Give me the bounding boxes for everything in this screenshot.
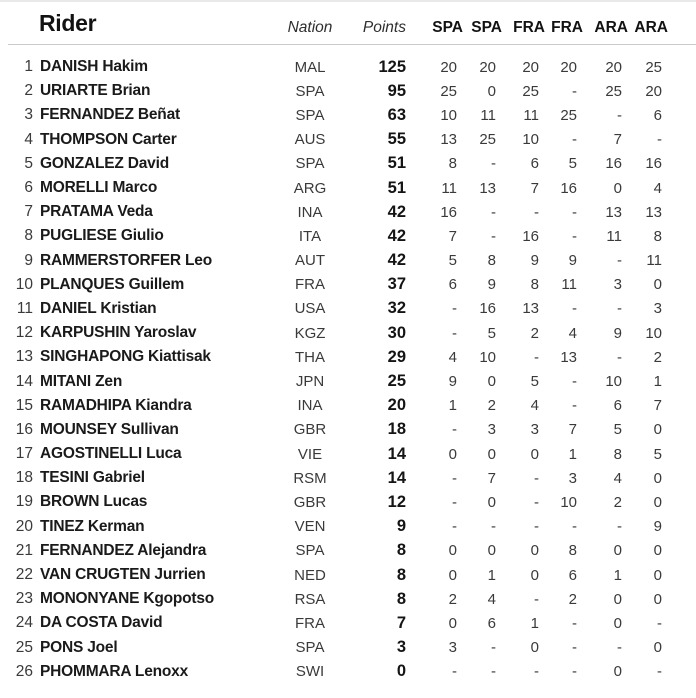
points-cell: 29	[387, 347, 406, 366]
table-row[interactable]	[0, 611, 696, 635]
race-result-cell-fra1: 25	[522, 82, 539, 100]
rider-name-cell: KARPUSHIN Yaroslav	[40, 324, 197, 342]
race-column-header-ara1: ARA	[594, 19, 628, 36]
race-result-cell-ara2: 4	[653, 179, 662, 197]
race-result-cell-spa2: -	[491, 155, 496, 173]
nation-cell: JPN	[295, 373, 325, 391]
nation-cell: INA	[297, 397, 323, 415]
points-cell: 51	[387, 154, 406, 173]
race-result-cell-spa1: 16	[440, 203, 457, 221]
rider-name-cell: TESINI Gabriel	[40, 469, 145, 487]
race-result-cell-spa1: 20	[440, 58, 457, 76]
race-result-cell-spa2: 2	[487, 397, 496, 415]
race-result-cell-ara2: -	[657, 614, 662, 632]
race-result-cell-spa1: 13	[440, 131, 457, 149]
rank-cell: 13	[15, 348, 33, 366]
race-result-cell-spa2: 0	[487, 493, 496, 511]
race-result-cell-ara1: 2	[613, 493, 622, 511]
points-cell: 9	[396, 517, 406, 536]
race-result-cell-ara1: 11	[606, 227, 622, 245]
race-result-cell-ara1: 1	[613, 566, 622, 584]
rank-cell: 23	[15, 590, 33, 608]
race-result-cell-fra2: 25	[560, 106, 577, 124]
race-result-cell-fra2: -	[572, 300, 577, 318]
race-result-cell-ara2: 2	[653, 348, 662, 366]
race-result-cell-spa1: -	[452, 469, 457, 487]
race-result-cell-spa2: -	[491, 203, 496, 221]
race-result-cell-ara2: 1	[653, 373, 662, 391]
table-row[interactable]	[0, 490, 696, 514]
race-result-cell-spa1: -	[452, 421, 457, 439]
race-result-cell-fra2: 9	[568, 252, 577, 270]
points-cell: 95	[387, 81, 406, 100]
race-result-cell-spa2: 8	[487, 252, 496, 270]
race-result-cell-ara2: 0	[653, 639, 662, 657]
race-result-cell-ara1: 13	[605, 203, 622, 221]
race-result-cell-ara2: -	[657, 663, 662, 681]
race-result-cell-ara2: 0	[653, 469, 662, 487]
race-result-cell-fra1: 5	[530, 373, 539, 391]
race-result-cell-spa2: 13	[479, 179, 496, 197]
rank-cell: 7	[24, 203, 33, 221]
points-cell: 51	[387, 178, 406, 197]
race-result-cell-fra2: -	[572, 639, 577, 657]
race-result-cell-ara1: -	[617, 252, 622, 270]
race-result-cell-ara1: 8	[613, 445, 622, 463]
race-result-cell-fra2: -	[572, 663, 577, 681]
race-result-cell-ara2: 5	[653, 445, 662, 463]
nation-cell: USA	[294, 300, 326, 318]
rider-name-cell: MOUNSEY Sullivan	[40, 420, 179, 438]
rank-cell: 17	[15, 445, 33, 463]
race-result-cell-fra1: 1	[530, 614, 539, 632]
race-result-cell-spa2: 16	[479, 300, 496, 318]
table-row[interactable]	[0, 539, 696, 563]
nation-column-header: Nation	[287, 19, 333, 36]
race-result-cell-spa1: 1	[448, 397, 457, 415]
race-result-cell-spa1: 11	[441, 179, 457, 197]
race-result-cell-fra1: 16	[522, 227, 539, 245]
nation-cell: SPA	[295, 542, 325, 560]
race-result-cell-fra1: -	[534, 203, 539, 221]
rank-cell: 3	[24, 106, 33, 124]
nation-cell: SPA	[295, 82, 325, 100]
race-result-cell-ara2: 6	[653, 106, 662, 124]
points-cell: 42	[387, 226, 406, 245]
points-cell: 42	[387, 251, 406, 270]
race-result-cell-ara1: -	[617, 639, 622, 657]
race-result-cell-spa1: 8	[448, 155, 457, 173]
table-row[interactable]	[0, 128, 696, 152]
nation-cell: INA	[297, 203, 323, 221]
rank-cell: 26	[15, 662, 33, 680]
table-row[interactable]	[0, 636, 696, 660]
rider-name-cell: TINEZ Kerman	[40, 517, 145, 535]
rank-cell: 25	[15, 638, 33, 656]
race-result-cell-fra2: 7	[568, 421, 577, 439]
standings-rows	[0, 45, 696, 684]
race-result-cell-ara2: 0	[653, 542, 662, 560]
race-result-cell-ara2: 3	[653, 300, 662, 318]
table-row[interactable]	[0, 224, 696, 248]
points-cell: 8	[396, 565, 406, 584]
race-result-cell-ara1: 20	[605, 58, 622, 76]
race-result-cell-spa2: 1	[487, 566, 496, 584]
nation-cell: NED	[294, 566, 326, 584]
race-result-cell-ara2: 25	[645, 58, 662, 76]
race-result-cell-fra2: 11	[561, 276, 577, 294]
race-result-cell-ara2: 20	[645, 82, 662, 100]
race-result-cell-fra2: -	[572, 203, 577, 221]
rider-name-cell: MORELLI Marco	[40, 179, 158, 197]
table-row[interactable]	[0, 273, 696, 297]
race-result-cell-fra1: -	[534, 663, 539, 681]
rank-cell: 10	[15, 275, 33, 293]
race-result-cell-fra2: -	[572, 82, 577, 100]
table-row[interactable]	[0, 297, 696, 321]
race-result-cell-ara2: 13	[645, 203, 662, 221]
table-row[interactable]	[0, 249, 696, 273]
table-row[interactable]	[0, 79, 696, 103]
points-cell: 8	[396, 541, 406, 560]
race-result-cell-fra2: -	[572, 397, 577, 415]
race-result-cell-spa2: 4	[487, 590, 496, 608]
race-column-header-spa1: SPA	[432, 19, 463, 36]
nation-cell: ITA	[298, 227, 322, 245]
race-result-cell-ara1: 0	[613, 590, 622, 608]
race-result-cell-fra1: 0	[530, 566, 539, 584]
race-result-cell-fra1: 9	[530, 252, 539, 270]
race-result-cell-fra2: -	[572, 518, 577, 536]
nation-cell: FRA	[295, 276, 325, 294]
race-result-cell-fra1: 0	[530, 542, 539, 560]
rank-cell: 11	[16, 299, 33, 317]
table-header-row	[0, 2, 696, 44]
nation-cell: GBR	[293, 421, 327, 439]
race-result-cell-ara1: -	[617, 518, 622, 536]
rider-name-cell: FERNANDEZ Beñat	[40, 106, 180, 124]
rider-name-cell: FERNANDEZ Alejandra	[40, 541, 207, 559]
race-result-cell-spa1: 4	[448, 348, 457, 366]
table-row[interactable]	[0, 394, 696, 418]
table-row[interactable]	[0, 55, 696, 79]
rank-cell: 4	[24, 130, 33, 148]
race-result-cell-fra2: -	[572, 373, 577, 391]
rider-name-cell: PLANQUES Guillem	[40, 275, 185, 293]
race-result-cell-ara1: 0	[613, 179, 622, 197]
race-result-cell-spa1: -	[452, 663, 457, 681]
rider-column-header: Rider	[39, 10, 97, 36]
rider-name-cell: GONZALEZ David	[40, 154, 169, 172]
points-cell: 25	[387, 372, 406, 391]
rider-name-cell: PONS Joel	[40, 638, 118, 656]
points-column-header: Points	[362, 19, 406, 36]
points-cell: 37	[387, 275, 406, 294]
rider-name-cell: AGOSTINELLI Luca	[40, 445, 182, 463]
race-result-cell-ara1: 6	[613, 397, 622, 415]
points-cell: 8	[396, 589, 406, 608]
rank-cell: 16	[15, 420, 33, 438]
race-result-cell-spa2: 10	[479, 348, 496, 366]
rank-cell: 12	[15, 324, 33, 342]
rank-cell: 8	[24, 227, 33, 245]
race-result-cell-fra1: 2	[530, 324, 539, 342]
race-result-cell-spa1: 25	[440, 82, 457, 100]
race-result-cell-ara2: 0	[653, 566, 662, 584]
race-result-cell-ara1: 25	[605, 82, 622, 100]
race-result-cell-fra1: 4	[530, 397, 539, 415]
points-cell: 125	[378, 57, 406, 76]
race-result-cell-spa2: 9	[487, 276, 496, 294]
rider-name-cell: MITANI Zen	[40, 372, 123, 390]
race-result-cell-ara2: -	[657, 131, 662, 149]
race-result-cell-ara1: -	[617, 106, 622, 124]
race-result-cell-fra2: 10	[560, 493, 577, 511]
race-result-cell-spa2: 0	[487, 373, 496, 391]
race-column-header-fra1: FRA	[513, 19, 545, 36]
table-row[interactable]	[0, 418, 696, 442]
table-row[interactable]	[0, 345, 696, 369]
table-row[interactable]	[0, 442, 696, 466]
rank-cell: 14	[15, 372, 33, 390]
points-cell: 55	[387, 130, 406, 149]
race-result-cell-spa2: -	[491, 227, 496, 245]
race-result-cell-ara2: 8	[653, 227, 662, 245]
table-row[interactable]	[0, 369, 696, 393]
race-result-cell-ara1: 0	[613, 542, 622, 560]
race-result-cell-fra2: 2	[568, 590, 577, 608]
race-result-cell-fra1: 0	[530, 445, 539, 463]
race-result-cell-spa1: 9	[448, 373, 457, 391]
race-result-cell-fra2: 4	[568, 324, 577, 342]
rider-name-cell: URIARTE Brian	[40, 82, 151, 100]
table-row[interactable]	[0, 466, 696, 490]
race-result-cell-ara2: 0	[653, 493, 662, 511]
rank-cell: 1	[24, 58, 33, 76]
race-result-cell-ara1: 4	[613, 469, 622, 487]
race-column-header-spa2: SPA	[471, 19, 502, 36]
nation-cell: ARG	[293, 179, 327, 197]
race-result-cell-spa2: 0	[487, 445, 496, 463]
nation-cell: KGZ	[294, 324, 326, 342]
race-result-cell-fra1: 10	[522, 131, 539, 149]
race-result-cell-fra1: -	[534, 590, 539, 608]
race-result-cell-ara1: 0	[613, 614, 622, 632]
nation-cell: RSA	[294, 590, 326, 608]
points-cell: 18	[387, 420, 406, 439]
rank-cell: 22	[15, 566, 33, 584]
nation-cell: GBR	[293, 493, 327, 511]
race-result-cell-ara1: 3	[613, 276, 622, 294]
race-result-cell-ara2: 0	[653, 590, 662, 608]
race-result-cell-spa1: 0	[448, 445, 457, 463]
points-cell: 14	[387, 444, 406, 463]
rank-cell: 6	[24, 179, 33, 197]
race-result-cell-spa1: -	[452, 493, 457, 511]
nation-cell: SPA	[295, 639, 325, 657]
race-result-cell-ara1: 16	[605, 155, 622, 173]
race-result-cell-ara1: 5	[613, 421, 622, 439]
rider-name-cell: PRATAMA Veda	[40, 203, 153, 221]
race-result-cell-spa2: -	[491, 639, 496, 657]
race-result-cell-ara2: 0	[653, 421, 662, 439]
rider-name-cell: VAN CRUGTEN Jurrien	[40, 566, 206, 584]
race-result-cell-fra1: -	[534, 348, 539, 366]
race-result-cell-ara2: 16	[645, 155, 662, 173]
race-result-cell-fra2: -	[572, 131, 577, 149]
race-result-cell-spa2: 5	[487, 324, 496, 342]
race-result-cell-fra1: 11	[523, 106, 539, 124]
table-row[interactable]	[0, 563, 696, 587]
rider-name-cell: DANIEL Kristian	[40, 299, 157, 317]
nation-cell: VIE	[297, 445, 323, 463]
race-result-cell-fra2: -	[572, 227, 577, 245]
race-result-cell-fra2: 3	[568, 469, 577, 487]
race-result-cell-fra1: 3	[530, 421, 539, 439]
race-column-header-ara2: ARA	[634, 19, 668, 36]
points-cell: 32	[387, 299, 406, 318]
race-result-cell-fra1: 0	[530, 639, 539, 657]
table-row[interactable]	[0, 103, 696, 127]
race-result-cell-spa1: 5	[448, 252, 457, 270]
race-result-cell-ara2: 11	[646, 252, 662, 270]
race-result-cell-ara2: 0	[653, 276, 662, 294]
race-result-cell-ara2: 7	[653, 397, 662, 415]
rider-name-cell: RAMADHIPA Kiandra	[40, 396, 192, 414]
race-result-cell-spa1: 3	[448, 639, 457, 657]
rider-name-cell: PUGLIESE Giulio	[40, 227, 164, 245]
nation-cell: AUS	[294, 131, 326, 149]
points-cell: 20	[387, 396, 406, 415]
race-result-cell-spa1: 7	[448, 227, 457, 245]
rank-cell: 15	[15, 396, 33, 414]
points-cell: 14	[387, 468, 406, 487]
rider-name-cell: THOMPSON Carter	[40, 130, 177, 148]
rider-name-cell: DANISH Hakim	[40, 58, 148, 76]
race-result-cell-ara1: -	[617, 348, 622, 366]
race-result-cell-spa2: 7	[487, 469, 496, 487]
race-result-cell-fra2: -	[572, 614, 577, 632]
race-result-cell-fra2: 16	[560, 179, 577, 197]
race-result-cell-spa2: 6	[487, 614, 496, 632]
rank-cell: 19	[15, 493, 33, 511]
race-result-cell-fra2: 13	[560, 348, 577, 366]
rank-cell: 18	[15, 469, 33, 487]
rank-cell: 20	[15, 517, 33, 535]
race-result-cell-ara1: 0	[613, 663, 622, 681]
race-result-cell-spa2: 0	[487, 82, 496, 100]
race-result-cell-spa2: -	[491, 518, 496, 536]
table-row[interactable]	[0, 515, 696, 539]
race-result-cell-spa1: 2	[448, 590, 457, 608]
race-result-cell-ara2: 10	[645, 324, 662, 342]
table-row[interactable]	[0, 321, 696, 345]
nation-cell: THA	[295, 348, 325, 366]
rank-cell: 5	[24, 154, 33, 172]
race-result-cell-fra1: 13	[522, 300, 539, 318]
race-result-cell-fra1: 7	[530, 179, 539, 197]
nation-cell: FRA	[295, 614, 325, 632]
race-result-cell-spa1: 0	[448, 566, 457, 584]
race-result-cell-fra1: 20	[522, 58, 539, 76]
rider-name-cell: SINGHAPONG Kiattisak	[40, 348, 211, 366]
race-result-cell-spa2: 20	[479, 58, 496, 76]
nation-cell: SPA	[295, 155, 325, 173]
race-result-cell-fra2: 1	[568, 445, 577, 463]
race-result-cell-spa2: 25	[479, 131, 496, 149]
race-result-cell-fra2: 8	[568, 542, 577, 560]
race-result-cell-spa1: -	[452, 300, 457, 318]
race-result-cell-spa1: 6	[448, 276, 457, 294]
table-row[interactable]	[0, 660, 696, 684]
rank-cell: 24	[15, 614, 33, 632]
race-result-cell-ara1: 7	[613, 131, 622, 149]
table-row[interactable]	[0, 587, 696, 611]
race-result-cell-spa2: 11	[480, 106, 496, 124]
nation-cell: RSM	[293, 469, 327, 487]
race-result-cell-fra1: 8	[530, 276, 539, 294]
race-result-cell-spa2: 3	[487, 421, 496, 439]
race-result-cell-spa1: 10	[440, 106, 457, 124]
table-row[interactable]	[0, 152, 696, 176]
rider-name-cell: PHOMMARA Lenoxx	[40, 662, 188, 680]
race-result-cell-spa1: 0	[448, 614, 457, 632]
points-cell: 12	[387, 492, 406, 511]
race-result-cell-fra2: 6	[568, 566, 577, 584]
nation-cell: SPA	[295, 106, 325, 124]
points-cell: 3	[396, 638, 406, 657]
rider-name-cell: RAMMERSTORFER Leo	[40, 251, 212, 269]
nation-cell: SWI	[295, 663, 325, 681]
rider-name-cell: BROWN Lucas	[40, 493, 148, 511]
race-result-cell-spa2: -	[491, 663, 496, 681]
race-result-cell-fra2: 5	[568, 155, 577, 173]
points-cell: 30	[387, 323, 406, 342]
rank-cell: 9	[24, 251, 33, 269]
points-cell: 7	[396, 613, 406, 632]
race-result-cell-spa1: -	[452, 518, 457, 536]
table-row[interactable]	[0, 200, 696, 224]
race-result-cell-fra1: 6	[530, 155, 539, 173]
table-row[interactable]	[0, 176, 696, 200]
race-result-cell-fra2: 20	[560, 58, 577, 76]
race-result-cell-fra1: -	[534, 518, 539, 536]
points-cell: 0	[396, 662, 406, 681]
nation-cell: MAL	[294, 58, 326, 76]
race-result-cell-spa2: 0	[487, 542, 496, 560]
rank-cell: 21	[15, 541, 33, 559]
race-result-cell-ara1: 10	[605, 373, 622, 391]
race-result-cell-spa1: -	[452, 324, 457, 342]
race-result-cell-ara2: 9	[653, 518, 662, 536]
nation-cell: AUT	[295, 252, 325, 270]
rider-name-cell: MONONYANE Kgopotso	[40, 590, 215, 608]
rank-cell: 2	[24, 82, 33, 100]
rider-name-cell: DA COSTA David	[40, 614, 163, 632]
points-cell: 63	[387, 105, 406, 124]
points-cell: 42	[387, 202, 406, 221]
race-result-cell-fra1: -	[534, 469, 539, 487]
race-result-cell-spa1: 0	[448, 542, 457, 560]
race-result-cell-ara1: 9	[613, 324, 622, 342]
race-column-header-fra2: FRA	[551, 19, 583, 36]
nation-cell: VEN	[294, 518, 326, 536]
race-result-cell-ara1: -	[617, 300, 622, 318]
race-result-cell-fra1: -	[534, 493, 539, 511]
